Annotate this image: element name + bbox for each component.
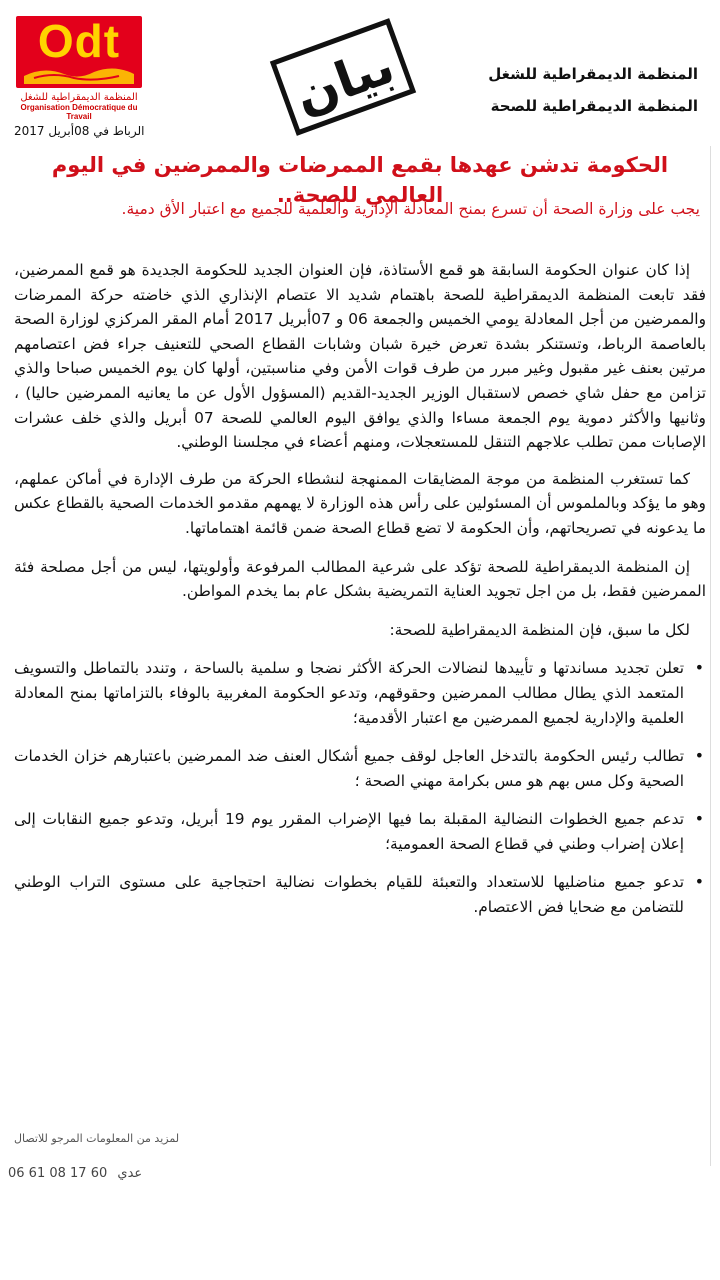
odt-logo	[16, 16, 142, 124]
page-edge-divider	[710, 146, 711, 1166]
demand-text: تدعم جميع الخطوات النضالية المقبلة بما فيها الإضراب المقرر يوم 19 أبريل، وتدعو جميع النقابات إلى إعلان إضراب وطني في قطاع الصحة العمومية؛	[14, 810, 684, 853]
stamp-text: بيان	[287, 36, 402, 126]
bullet-icon: •	[694, 658, 704, 678]
organization-names	[488, 58, 698, 122]
demands-list	[14, 656, 706, 919]
handshake-icon	[24, 62, 134, 84]
demand-item	[14, 870, 704, 919]
logo-arabic-name: المنظمة الديمقراطية للشغل	[20, 92, 138, 103]
demands-intro: لكل ما سبق، فإن المنظمة الديمقراطية للصحة:	[389, 620, 690, 639]
demand-item	[14, 807, 704, 856]
statement-body	[14, 258, 706, 934]
contact-note: لمزيد من المعلومات المرجو للاتصال	[14, 1132, 180, 1145]
paragraph: إذا كان عنوان الحكومة السابقة هو قمع الأستاذة، فإن العنوان الجديد للحكومة الجديدة هو قمع الممرضين، فقد تابعت المنظمة الديمقراطية للصحة باهتمام شديد الا عتصام الإنذاري الذي خاضته حركة الممرضات والممرضين من أجل المعادلة يومي الخميس والجمعة 06 و 07أبريل 2017 أمام المقر المركزي لوزارة الصحة بالعاصمة الرباط، وتستنكر بشدة تعرض خيرة شبان وشابات القطاع الصحي للتعنيف جراء فض اعتصامهم مرتين بعنف غير مقبول وغير مبرر من طرف قوات الأمن وفي مناسبتين، أولها كان يوم الخميس صباحا والذي تزامن مع حفل شاي خصص لاستقبال الوزير الجديد-القديم (المسؤول الأول عن ما يعانيه الممرضين حاليا) ، وثانيها والأكثر دموية يوم الجمعة مساءا والذي يوافق اليوم العالمي للصحة 07 أبريل والذي خلف عشرات الإصابات ممن تطلب علاجهم التنقل للمستعجلات، ومنهم أعضاء في مجلسنا الوطني.	[14, 261, 707, 452]
bullet-icon: •	[694, 746, 704, 766]
org-line-2: المنظمة الديمقراطية للصحة	[490, 97, 698, 115]
bullet-icon: •	[694, 872, 704, 892]
org-line-1: المنظمة الديمقراطية للشغل	[488, 65, 698, 83]
bullet-icon: •	[694, 809, 704, 829]
phone-number: 06 61 08 17 60	[8, 1166, 108, 1181]
paragraph: إن المنظمة الديمقراطية للصحة تؤكد على شرعية المطالب المرفوعة وأولويتها، ليس من أجل مصلحة فئة الممرضين فقط، بل من اجل تجويد العناية التمريضية بشكل عام بما يخدم المواطن.	[14, 557, 706, 601]
logo-french-name: Organisation Démocratique du Travail	[20, 103, 138, 121]
demand-text: تطالب رئيس الحكومة بالتدخل العاجل لوقف جميع أشكال العنف ضد الممرضين باعتبارهم خزان الخدمات الصحية وكل مس بهم هو مس بكرامة مهني الصحة ؛	[14, 747, 684, 790]
date-line: الرباط في 08أبريل 2017	[14, 124, 145, 138]
logo-text: Odt	[37, 15, 121, 67]
paragraph: كما تستغرب المنظمة من موجة المضايقات الممنهجة لنشطاء الحركة من طرف الإدارة في أماكن عملهم، وهو ما يؤكد وبالملموس أن المسئولين على رأس هذه الوزارة لا يهمهم مقدمو الخدمات الصحية بالقطاع عكس ما يدعونه في تصريحاتهم، وأن الحكومة لا تضع قطاع الصحة ضمن قائمة اهتماماتها.	[14, 469, 706, 537]
demand-text: تعلن تجديد مساندتها و تأييدها لنضالات الحركة الأكثر نضجا و سلمية بالساحة ، وتندد بالتماطل والتسويف المتعمد الذي يطال مطالب الممرضين وحقوقهم، وتدعو الحكومة المغربية بالوفاء بالتزاماتها بمنح المعادلة العلمية والإدارية لجميع الممرضين مع اعتبار الأقدمية؛	[14, 659, 684, 727]
statement-stamp	[268, 18, 418, 136]
logo-box	[16, 16, 142, 88]
contact-phone	[8, 1166, 142, 1181]
phone-label: عدي	[117, 1166, 143, 1181]
statement-title: الحكومة تدشن عهدها بقمع الممرضات والممرضين في اليوم العالمي للصحة..	[51, 153, 669, 207]
demand-text: تدعو جميع مناضليها للاستعداد والتعبئة للقيام بخطوات نضالية احتجاجية على مستوى التراب الوطني للتضامن مع ضحايا فض الاعتصام.	[14, 873, 684, 917]
demand-item	[14, 744, 704, 793]
demand-item	[14, 656, 704, 730]
statement-subtitle: يجب على وزارة الصحة أن تسرع بمنح المعادلة الإدارية والعلمية للجميع مع اعتبار الأق دمية.	[121, 200, 700, 218]
